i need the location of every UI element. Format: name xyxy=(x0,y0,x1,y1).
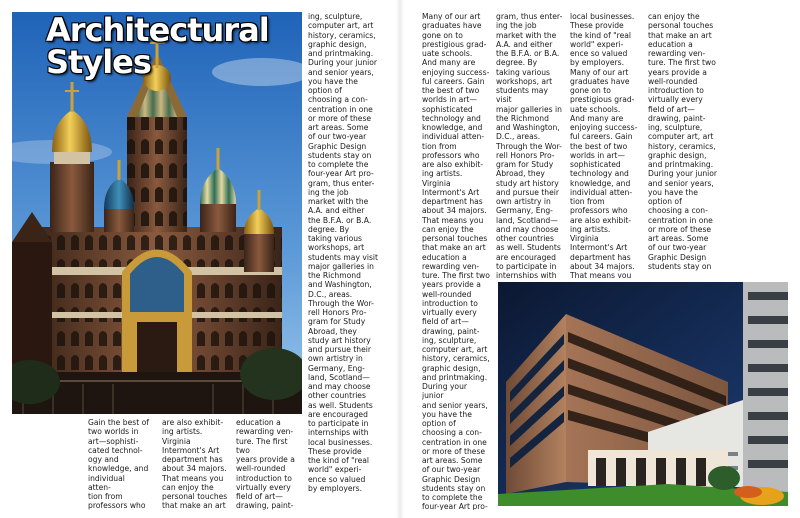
column-5-text: Many of our art graduates have gone on to prestigious grad- uate schools. And many are enjoying success- ful careers. Gain the best of two worlds in art— sophisticated technology and knowledge, and individual atten- tion from professors who are also exhibit- ing artists. Virginia Intermont's Art department has about 34 majors. That means you can enjoy the personal touches that make an art education a rewarding ven- ture. The first two years provide a well-rounded introduction to virtually every field of art— drawing, paint- ing, sculpture, computer art, art history, ceramics, graphic design, and printmaking. During your junior and senior years, you have the option of choosing a con- centration in one or more of these art areas. Some of our two-year Graphic Design students stay on to complete the four-year Art pro- xyxy=(422,12,490,510)
column-1-text: Gain the best of two worlds in art—sophisti- cated technol- ogy and knowledge, and individual atten- tion from professors who xyxy=(88,418,149,510)
text-column-1 xyxy=(88,418,150,510)
text-column-8 xyxy=(648,12,718,278)
text-column-4 xyxy=(308,12,378,510)
column-6-text: gram, thus enter- ing the job market with the A.A. and either the B.F.A. or B.A. degree. By taking various workshops, art students may visit major galleries in the Richmond and Washington, D.C., areas. Through the Wor- rell Honors Pro- gram for Study Abroad, they study art history and pursue their own artistry in Germany, Eng- land, Scotland— and may choose other countries as well. Students are encouraged to participate in internships with xyxy=(496,12,563,278)
title-line-2: Styles xyxy=(46,43,151,81)
office-building-photo xyxy=(498,282,788,506)
text-column-6 xyxy=(496,12,564,278)
column-8-text: can enjoy the personal touches that make an art education a rewarding ven- ture. The first two years provide a well-rounded introduction to virtually every field of art— drawing, paint- ing, sculpture, computer art, art history, ceramics, graphic design, and printmaking. During your junior and senior years, you have the option of choosing a con- centration in one or more of these art areas. Some of our two-year Graphic Design students stay on xyxy=(648,12,718,271)
building-illustration xyxy=(498,282,788,506)
text-column-5 xyxy=(422,12,490,510)
text-column-7 xyxy=(570,12,640,278)
text-column-3 xyxy=(236,418,302,510)
page-gutter xyxy=(396,0,404,518)
article-title xyxy=(46,11,269,81)
column-2-text: are also exhibit- ing artists. Virginia Intermont's Art department has about 34 majors. That means you can enjoy the personal touches that make an art xyxy=(162,418,228,510)
title-line-1: Architectural xyxy=(46,11,269,49)
column-7-text: local businesses. These provide the kind of "real world" experi- ence so valued by employers. Many of our art graduates have gone on to prestigious grad- uate schools. And many are enjoying success- ful careers. Gain the best of two worlds in art— sophisticated technology and knowledge, and individual atten- tion from professors who are also exhibit- ing artists. Virginia Intermont's Art department has about 34 majors. That means you xyxy=(570,12,638,278)
column-4-text: ing, sculpture, computer art, art history, ceramics, graphic design, and printmaking. During your junior and senior years, you have the option of choosing a con- centration in one or more of these art areas. Some of our two-year Graphic Design students stay on to complete the four-year Art pro- gram, thus enter- ing the job market with the A.A. and either the B.F.A. or B.A. degree. By taking various workshops, art students may visit major galleries in the Richmond and Washington, D.C., areas. Through the Wor- rell Honors Pro- gram for Study Abroad, they study art history and pursue their own artistry in Germany, Eng- land, Scotland— and may choose other countries as well. Students are encouraged to participate in internships with local businesses. These provide the kind of "real world" experi- ence so valued by employers. xyxy=(308,12,378,493)
text-column-2 xyxy=(162,418,228,510)
column-3-text: education a rewarding ven- ture. The first two years provide a well-rounded introduction to virtually every field of art— drawing, paint- xyxy=(236,418,295,510)
